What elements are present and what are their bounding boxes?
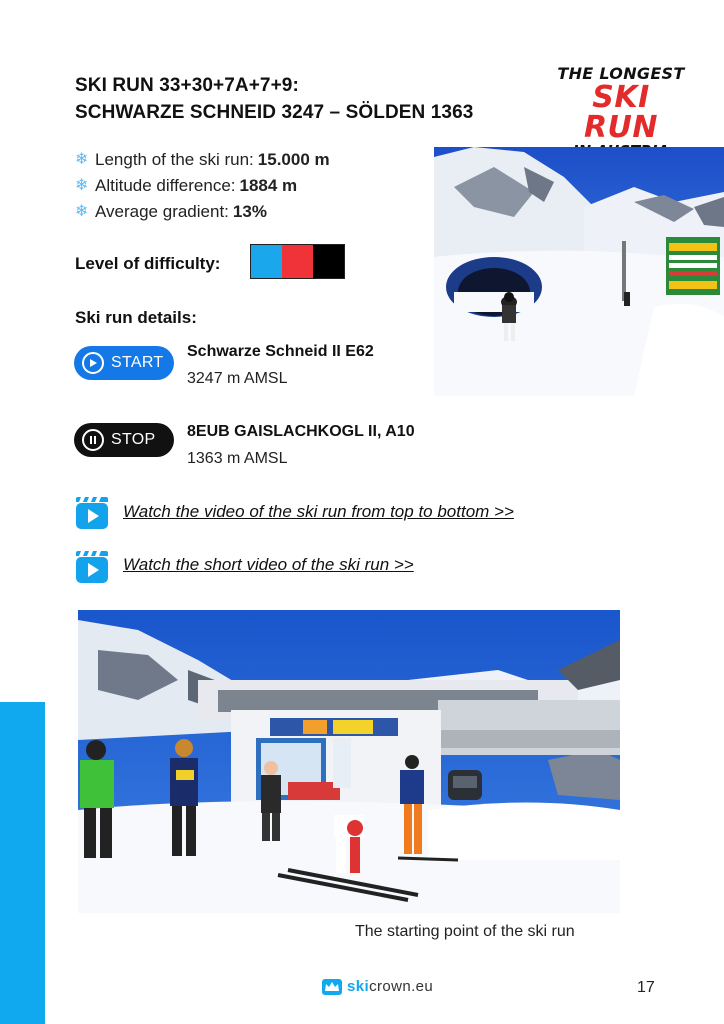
badge-line-1: THE LONGEST bbox=[557, 64, 685, 83]
stat-altitude bbox=[75, 173, 330, 199]
start-button-label: START bbox=[111, 354, 164, 371]
stat-length bbox=[75, 147, 330, 173]
video-clapper-icon[interactable] bbox=[75, 494, 109, 530]
start-station-name: Schwarze Schneid II E62 bbox=[187, 343, 374, 360]
title-line-1: SKI RUN 33+30+7A+7+9: bbox=[75, 75, 299, 96]
ski-tunnel-photo bbox=[434, 147, 724, 396]
video-link-short[interactable]: Watch the short video of the ski run >> bbox=[123, 555, 414, 574]
details-label: Ski run details: bbox=[75, 308, 197, 327]
brand-domain: crown.eu bbox=[369, 978, 434, 995]
video-clapper-icon[interactable] bbox=[75, 548, 109, 584]
snowflake-icon: ❄ bbox=[75, 151, 89, 168]
ski-run-stats bbox=[75, 147, 330, 225]
sidebar-accent bbox=[0, 702, 45, 1024]
difficulty-label: Level of difficulty: bbox=[75, 254, 221, 273]
stop-station-name: 8EUB GAISLACHKOGL II, A10 bbox=[187, 423, 415, 440]
snowflake-icon: ❄ bbox=[75, 177, 89, 194]
title-line-2: SCHWARZE SCHNEID 3247 – SÖLDEN 1363 bbox=[75, 102, 474, 123]
stat-value: 1884 m bbox=[239, 176, 298, 195]
difficulty-indicator bbox=[250, 244, 345, 279]
longest-ski-run-badge bbox=[556, 66, 686, 159]
stat-label: Altitude difference: bbox=[95, 176, 236, 195]
stat-value: 13% bbox=[232, 202, 267, 221]
skicrown-logo bbox=[322, 978, 433, 995]
page-title bbox=[75, 72, 473, 126]
snowflake-icon: ❄ bbox=[75, 203, 89, 220]
difficulty-black-box bbox=[313, 245, 344, 278]
starting-point-photo bbox=[78, 610, 620, 913]
badge-line-2: SKI RUN bbox=[583, 80, 659, 145]
stop-button[interactable] bbox=[74, 423, 174, 457]
brand-ski: ski bbox=[347, 978, 370, 995]
stat-label: Average gradient: bbox=[95, 202, 229, 221]
start-station-altitude: 3247 m AMSL bbox=[187, 370, 288, 387]
difficulty-red-box bbox=[282, 245, 313, 278]
stat-gradient bbox=[75, 199, 330, 225]
difficulty-blue-box bbox=[251, 245, 282, 278]
photo-caption: The starting point of the ski run bbox=[355, 923, 575, 940]
crown-icon bbox=[322, 979, 342, 995]
stat-value: 15.000 m bbox=[257, 150, 330, 169]
page-number: 17 bbox=[637, 979, 655, 996]
start-button[interactable] bbox=[74, 346, 174, 380]
pause-icon bbox=[82, 429, 104, 451]
stop-station-altitude: 1363 m AMSL bbox=[187, 450, 288, 467]
play-icon bbox=[82, 352, 104, 374]
stat-label: Length of the ski run: bbox=[95, 150, 254, 169]
video-link-full-run[interactable]: Watch the video of the ski run from top to bottom >> bbox=[123, 502, 514, 521]
stop-button-label: STOP bbox=[111, 431, 156, 448]
